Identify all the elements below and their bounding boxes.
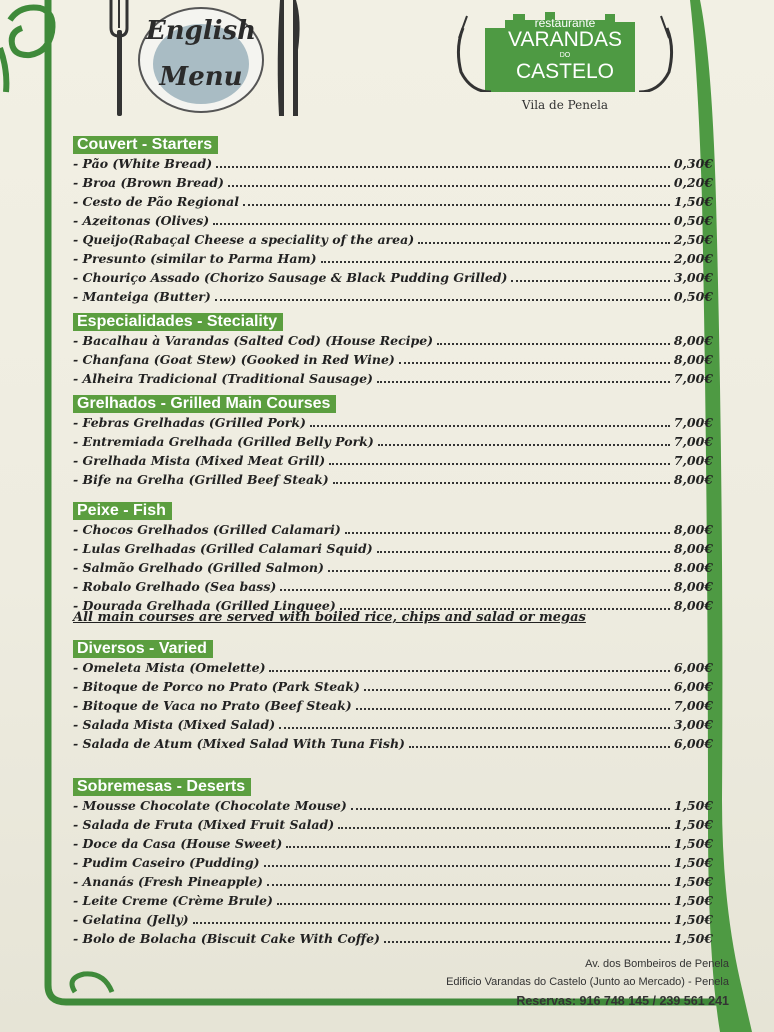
dotted-leader xyxy=(243,204,670,206)
menu-item-name: - Queijo(Rabaçal Cheese a speciality of the area) xyxy=(73,232,415,247)
menu-item xyxy=(73,834,713,853)
dotted-leader xyxy=(269,670,669,672)
menu-item-price: 2,50€ xyxy=(673,232,713,247)
menu-item-price: 3,00€ xyxy=(673,270,713,285)
footer-address-1: Av. dos Bombeiros de Penela xyxy=(585,958,729,970)
menu-item-price: 8,00€ xyxy=(673,352,713,367)
menu-item xyxy=(73,520,713,539)
menu-item-name: - Doce da Casa (House Sweet) xyxy=(73,836,283,851)
knife-icon xyxy=(274,0,304,118)
dotted-leader xyxy=(279,727,670,729)
menu-item-price: 8,00€ xyxy=(673,579,713,594)
menu-item-price: 8,00€ xyxy=(673,598,713,613)
menu-item-name: - Bolo de Bolacha (Biscuit Cake With Coffe) xyxy=(73,931,380,946)
menu-item-name: - Bitoque de Porco no Prato (Park Steak) xyxy=(73,679,360,694)
menu-item-price: 1,50€ xyxy=(673,194,713,209)
menu-item xyxy=(73,853,713,872)
menu-item xyxy=(73,470,713,489)
menu-item-name: - Salada de Atum (Mixed Salad With Tuna Fish) xyxy=(73,736,405,751)
dotted-leader xyxy=(213,223,670,225)
badge-line-2: Menu xyxy=(159,62,243,92)
footer-reservations: Reservas: 916 748 145 / 239 561 241 xyxy=(516,994,729,1008)
menu-section xyxy=(73,393,713,489)
menu-item-price: 6,00€ xyxy=(673,736,713,751)
dotted-leader xyxy=(364,689,670,691)
menu-item xyxy=(73,287,713,306)
menu-section xyxy=(73,638,713,753)
menu-item xyxy=(73,658,713,677)
menu-item-name: - Leite Creme (Crème Brule) xyxy=(73,893,273,908)
dotted-leader xyxy=(193,922,670,924)
menu-item-name: - Omeleta Mista (Omelette) xyxy=(73,660,266,675)
menu-item-name: - Salada Mista (Mixed Salad) xyxy=(73,717,276,732)
menu-item-name: - Azeitonas (Olives) xyxy=(73,213,210,228)
menu-item xyxy=(73,872,713,891)
dotted-leader xyxy=(280,589,670,591)
menu-item-price: 7,00€ xyxy=(673,453,713,468)
section-title: Especialidades - Steciality xyxy=(73,313,283,331)
dotted-leader xyxy=(286,846,670,848)
menu-item-price: 0,50€ xyxy=(673,289,713,304)
menu-item-name: - Chouriço Assado (Chorizo Sausage & Black Pudding Grilled) xyxy=(73,270,508,285)
menu-item xyxy=(73,451,713,470)
menu-item-name: - Salmão Grelhado (Grilled Salmon) xyxy=(73,560,324,575)
menu-item-name: - Pudim Caseiro (Pudding) xyxy=(73,855,260,870)
menu-item-price: 7,00€ xyxy=(673,371,713,386)
menu-item xyxy=(73,558,713,577)
menu-item-list xyxy=(73,658,713,753)
dotted-leader xyxy=(310,425,670,427)
section-title: Peixe - Fish xyxy=(73,502,172,520)
menu-item xyxy=(73,891,713,910)
menu-item-price: 1,50€ xyxy=(673,931,713,946)
dotted-leader xyxy=(216,166,670,168)
menu-item-price: 1,50€ xyxy=(673,836,713,851)
menu-item-price: 8,00€ xyxy=(673,522,713,537)
main-courses-note: All main courses are served with boiled rice, chips and salad or megas xyxy=(73,610,586,625)
menu-item-price: 8.00€ xyxy=(673,560,713,575)
menu-item-name: - Bacalhau à Varandas (Salted Cod) (House Recipe) xyxy=(73,333,434,348)
menu-item-name: - Salada de Fruta (Mixed Fruit Salad) xyxy=(73,817,335,832)
menu-item-name: - Chocos Grelhados (Grilled Calamari) xyxy=(73,522,341,537)
logo-pre: restaurante xyxy=(534,16,596,30)
menu-item-list xyxy=(73,413,713,489)
menu-item xyxy=(73,350,713,369)
menu-item xyxy=(73,539,713,558)
dotted-leader xyxy=(267,884,670,886)
menu-item-price: 0,50€ xyxy=(673,213,713,228)
menu-section xyxy=(73,776,713,948)
menu-item-list xyxy=(73,796,713,948)
menu-item-price: 1,50€ xyxy=(673,855,713,870)
menu-item xyxy=(73,173,713,192)
menu-item xyxy=(73,815,713,834)
dotted-leader xyxy=(437,343,670,345)
dotted-leader xyxy=(377,551,670,553)
menu-section xyxy=(73,311,713,388)
menu-item xyxy=(73,796,713,815)
dotted-leader xyxy=(399,362,670,364)
menu-item-name: - Chanfana (Goat Stew) (Gooked in Red Wine) xyxy=(73,352,395,367)
menu-item xyxy=(73,331,713,350)
menu-item-price: 7,00€ xyxy=(673,415,713,430)
section-title: Sobremesas - Deserts xyxy=(73,778,251,796)
logo-name-2: CASTELO xyxy=(515,60,615,83)
dotted-leader xyxy=(345,532,670,534)
menu-section xyxy=(73,134,713,306)
menu-item xyxy=(73,413,713,432)
menu-item xyxy=(73,432,713,451)
menu-item-name: - Broa (Brown Bread) xyxy=(73,175,224,190)
menu-item xyxy=(73,910,713,929)
fork-icon xyxy=(108,0,130,118)
dotted-leader xyxy=(511,280,669,282)
menu-item xyxy=(73,230,713,249)
dotted-leader xyxy=(384,941,670,943)
dotted-leader xyxy=(356,708,670,710)
logo-name-1: VARANDAS xyxy=(508,28,622,51)
menu-item xyxy=(73,677,713,696)
dotted-leader xyxy=(329,463,670,465)
restaurant-logo xyxy=(455,8,675,92)
menu-item-name: - Febras Grelhadas (Grilled Pork) xyxy=(73,415,306,430)
section-title: Couvert - Starters xyxy=(73,136,218,154)
menu-item xyxy=(73,929,713,948)
menu-item-name: - Dourada Grelhada (Grilled Linguee) xyxy=(73,598,336,613)
menu-item-list xyxy=(73,520,713,615)
menu-item-price: 8,00€ xyxy=(673,333,713,348)
menu-item-price: 1,50€ xyxy=(673,874,713,889)
dotted-leader xyxy=(418,242,670,244)
dotted-leader xyxy=(228,185,670,187)
logo-mid: DO xyxy=(559,52,571,59)
menu-item-name: - Grelhada Mista (Mixed Meat Grill) xyxy=(73,453,326,468)
menu-item-price: 1,50€ xyxy=(673,817,713,832)
menu-item xyxy=(73,154,713,173)
menu-item-price: 1,50€ xyxy=(673,893,713,908)
english-menu-badge xyxy=(134,4,268,116)
menu-item xyxy=(73,211,713,230)
menu-item-price: 7,00€ xyxy=(673,698,713,713)
dotted-leader xyxy=(333,482,670,484)
menu-item-name: - Ananás (Fresh Pineapple) xyxy=(73,874,263,889)
menu-item-list xyxy=(73,331,713,388)
dotted-leader xyxy=(215,299,670,301)
menu-item-name: - Manteiga (Butter) xyxy=(73,289,211,304)
dotted-leader xyxy=(377,381,670,383)
menu-section xyxy=(73,500,713,615)
menu-item-price: 0,20€ xyxy=(673,175,713,190)
dotted-leader xyxy=(264,865,670,867)
dotted-leader xyxy=(277,903,670,905)
menu-item xyxy=(73,268,713,287)
menu-item-price: 8,00€ xyxy=(673,472,713,487)
menu-item-name: - Entremiada Grelhada (Grilled Belly Pork) xyxy=(73,434,374,449)
menu-item-price: 8,00€ xyxy=(673,541,713,556)
menu-item-price: 6,00€ xyxy=(673,679,713,694)
menu-item xyxy=(73,577,713,596)
dotted-leader xyxy=(321,261,670,263)
menu-item xyxy=(73,734,713,753)
dotted-leader xyxy=(328,570,670,572)
menu-item-name: - Pão (White Bread) xyxy=(73,156,213,171)
dotted-leader xyxy=(338,827,670,829)
menu-item xyxy=(73,192,713,211)
menu-item-name: - Robalo Grelhado (Sea bass) xyxy=(73,579,277,594)
badge-line-1: English xyxy=(145,16,257,46)
dotted-leader xyxy=(378,444,670,446)
menu-item-price: 7,00€ xyxy=(673,434,713,449)
menu-item xyxy=(73,696,713,715)
menu-item-name: - Alheira Tradicional (Traditional Sausage) xyxy=(73,371,373,386)
menu-item-name: - Lulas Grelhadas (Grilled Calamari Squid) xyxy=(73,541,373,556)
logo-location: Vila de Penela xyxy=(521,98,609,112)
menu-item-name: - Bife na Grelha (Grilled Beef Steak) xyxy=(73,472,329,487)
menu-item-price: 6,00€ xyxy=(673,660,713,675)
section-title: Diversos - Varied xyxy=(73,640,213,658)
menu-item xyxy=(73,369,713,388)
menu-item xyxy=(73,715,713,734)
menu-item-price: 2,00€ xyxy=(673,251,713,266)
footer-address-2: Edificio Varandas do Castelo (Junto ao Mercado) - Penela xyxy=(446,976,729,988)
section-title: Grelhados - Grilled Main Courses xyxy=(73,395,336,413)
menu-item xyxy=(73,249,713,268)
menu-item-name: - Bitoque de Vaca no Prato (Beef Steak) xyxy=(73,698,352,713)
menu-item-name: - Cesto de Pão Regional xyxy=(73,194,239,209)
dotted-leader xyxy=(409,746,670,748)
menu-item-price: 1,50€ xyxy=(673,912,713,927)
menu-item-name: - Gelatina (Jelly) xyxy=(73,912,189,927)
dotted-leader xyxy=(351,808,670,810)
menu-item-name: - Presunto (similar to Parma Ham) xyxy=(73,251,317,266)
menu-item-price: 0,30€ xyxy=(673,156,713,171)
menu-item-price: 3,00€ xyxy=(673,717,713,732)
menu-item-name: - Mousse Chocolate (Chocolate Mouse) xyxy=(73,798,347,813)
menu-item-price: 1,50€ xyxy=(673,798,713,813)
menu-item-list xyxy=(73,154,713,306)
